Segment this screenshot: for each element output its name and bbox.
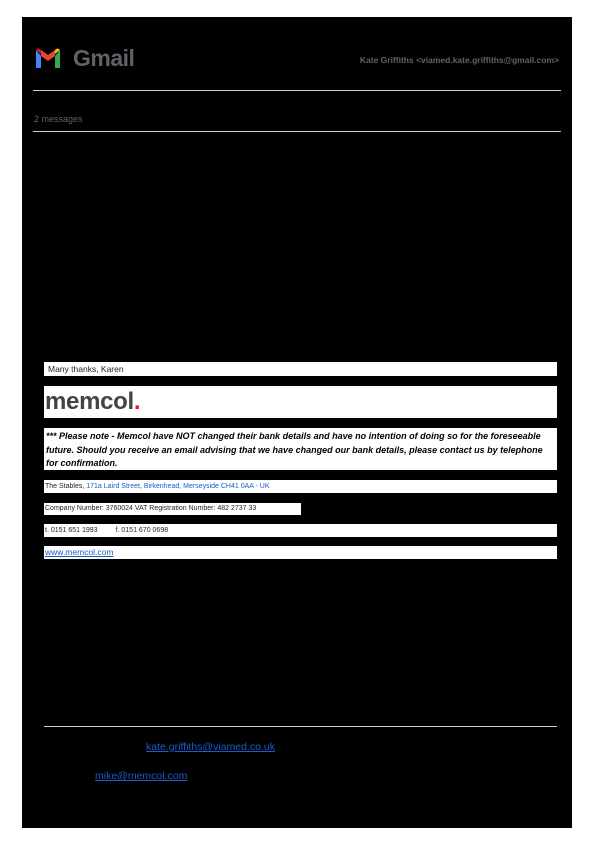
message-count: 2 messages	[34, 114, 83, 124]
contact-numbers	[44, 524, 557, 537]
closing-text: Many thanks, Karen	[44, 362, 557, 376]
email-link-kate[interactable]: kate.griffiths@viamed.co.uk	[146, 741, 275, 753]
address-prefix: The Stables,	[45, 483, 87, 490]
website-link[interactable]: www.memcol.com	[45, 547, 114, 557]
website-row	[44, 546, 557, 559]
gmail-wordmark: Gmail	[73, 45, 135, 71]
fax-number: f. 0151 670 0698	[115, 527, 169, 534]
phone-number: t. 0151 651 1993	[45, 527, 98, 534]
company-info: Company Number: 3760024 VAT Registration Number: 482 2737 33	[44, 503, 301, 515]
footer-divider	[44, 726, 557, 727]
address-link[interactable]: 171a Laird Street, Birkenhead, Merseyside CH41 0AA - UK	[86, 483, 270, 490]
brand-dot: .	[133, 388, 141, 415]
gmail-logo-icon	[34, 46, 62, 70]
header-divider	[33, 90, 561, 91]
memcol-logo	[44, 386, 557, 418]
thread-divider	[33, 131, 561, 132]
email-link-mike[interactable]: mike@memcol.com	[95, 770, 188, 782]
address-line	[44, 480, 557, 493]
account-sender: Kate Griffiths <viamed.kate.griffiths@gmail.com>	[359, 55, 559, 65]
bank-notice: *** Please note - Memcol have NOT changed their bank details and have no intention of doing so for the foreseeable future. Should you receive an email advising that we have changed our bank details, please contact us by telephone for confirmation.	[44, 428, 557, 470]
brand-name: memcol	[45, 388, 134, 415]
email-page	[22, 17, 572, 828]
